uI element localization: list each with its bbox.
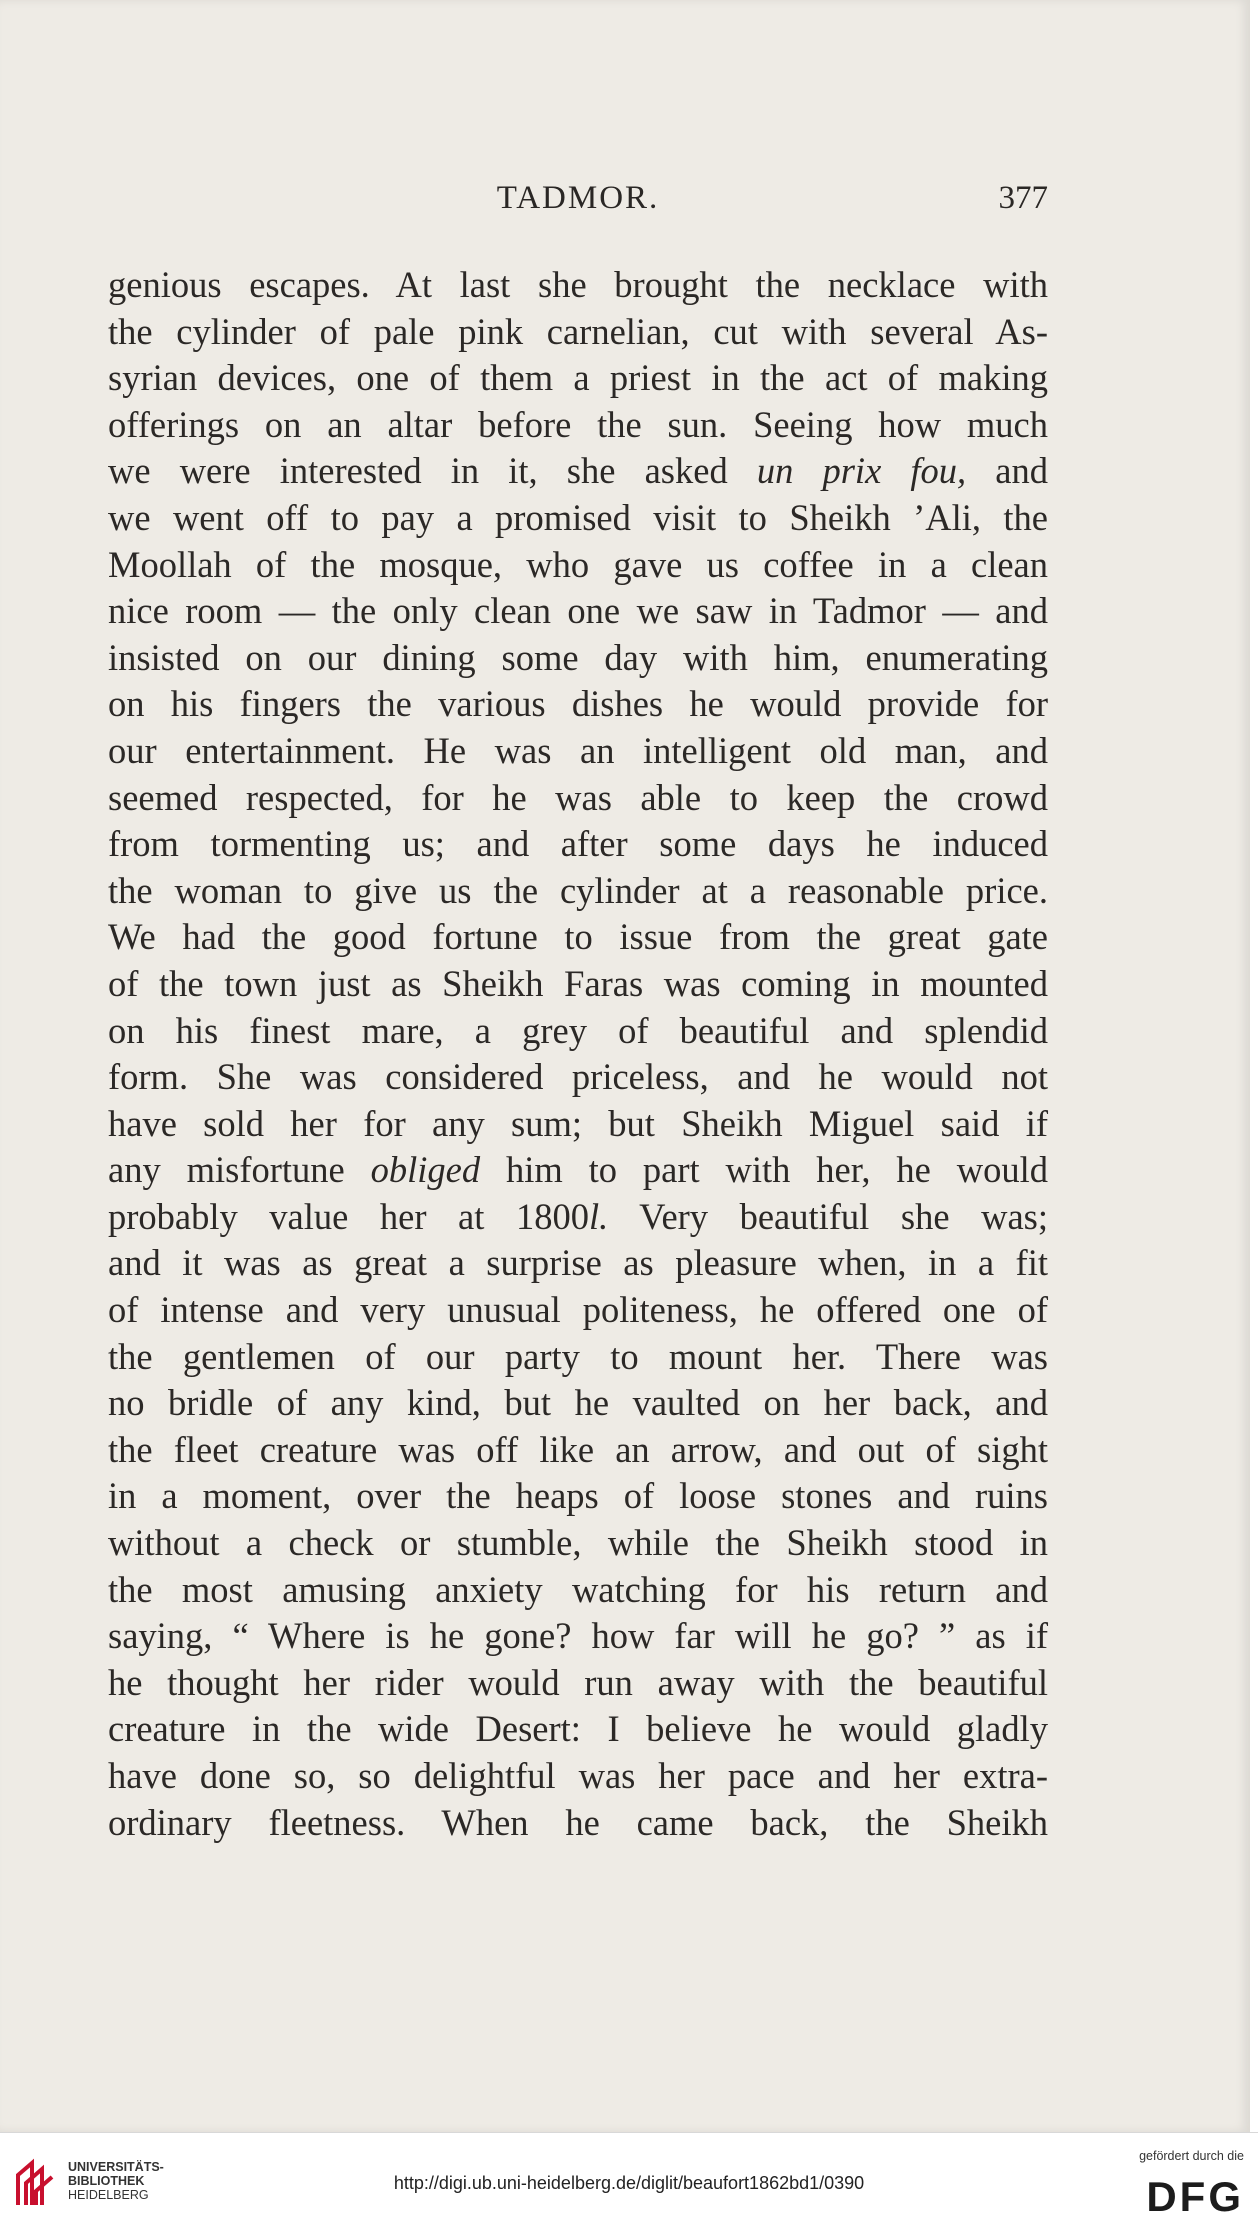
text-line: of intense and very unusual politeness, he offered one of — [108, 1289, 1048, 1331]
page-number: 377 — [998, 180, 1048, 216]
text-line: offerings on an altar before the sun. Seeing how much — [108, 403, 1048, 445]
text-line: syrian devices, one of them a priest in the act of making — [108, 357, 1048, 399]
permalink-url[interactable]: http://digi.ub.uni-heidelberg.de/diglit/beaufort1862bd1/0390 — [393, 2173, 865, 2193]
text-line: in a moment, over the heaps of loose stones and ruins — [108, 1475, 1048, 1517]
text-line: the fleet creature was off like an arrow, and out of sight — [108, 1428, 1048, 1470]
viewer-footer — [0, 2132, 1258, 2226]
italic-segment: l. — [588, 1195, 609, 1237]
text-line — [108, 1194, 1048, 1241]
text-segment: we were interested in it, she asked — [108, 450, 757, 492]
running-title: TADMOR. — [496, 180, 660, 216]
text-line: the gentlemen of our party to mount her. There was — [108, 1335, 1048, 1377]
text-line: and it was as great a surprise as pleasure when, in a fit — [108, 1242, 1048, 1284]
text-line — [108, 448, 1048, 495]
text-line: the cylinder of pale pink carnelian, cut with several As- — [108, 310, 1048, 352]
text-segment: him to part with her, he would — [480, 1149, 1048, 1191]
text-line: we went off to pay a promised visit to Sheikh ’Ali, the — [108, 496, 1048, 538]
text-line: on his fingers the various dishes he would provide for — [108, 683, 1048, 725]
text-line: of the town just as Sheikh Faras was coming in mounted — [108, 962, 1048, 1004]
body-text — [108, 262, 1048, 1846]
text-line: insisted on our dining some day with him, enumerating — [108, 636, 1048, 678]
text-line: the most amusing anxiety watching for his return and — [108, 1568, 1048, 1610]
text-line: from tormenting us; and after some days he induced — [108, 823, 1048, 865]
text-line: Moollah of the mosque, who gave us coffee in a clean — [108, 543, 1048, 585]
library-name-line: BIBLIOTHEK — [68, 2174, 145, 2188]
text-line: he thought her rider would run away with the beautiful — [108, 1661, 1048, 1703]
text-segment: probably value her at 1800 — [108, 1195, 589, 1237]
text-segment: any misfortune — [108, 1149, 371, 1191]
library-name-line: HEIDELBERG — [68, 2188, 149, 2202]
dfg-logo: DFG — [1146, 2173, 1244, 2220]
text-line: no bridle of any kind, but he vaulted on her back, and — [108, 1382, 1048, 1424]
text-line: the woman to give us the cylinder at a reasonable price. — [108, 869, 1048, 911]
text-line: We had the good fortune to issue from the great gate — [108, 916, 1048, 958]
text-line: form. She was considered priceless, and he would not — [108, 1056, 1048, 1098]
text-line: ordinary fleetness. When he came back, the Sheikh — [108, 1801, 1048, 1843]
funding-note: gefördert durch die — [1139, 2149, 1244, 2163]
text-line: our entertainment. He was an intelligent old man, and — [108, 729, 1048, 771]
text-line: seemed respected, for he was able to keep the crowd — [108, 776, 1048, 818]
text-segment: and — [966, 450, 1049, 492]
text-line — [108, 1147, 1048, 1194]
text-line: without a check or stumble, while the Sheikh stood in — [108, 1522, 1048, 1564]
text-line: genious escapes. At last she brought the necklace with — [108, 264, 1048, 305]
text-line: saying, “ Where is he gone? how far will he go? ” as if — [108, 1615, 1048, 1657]
text-segment: Very beautiful she was; — [608, 1195, 1048, 1237]
text-line: on his finest mare, a grey of beautiful and splendid — [108, 1009, 1048, 1051]
italic-segment: un prix fou, — [756, 450, 967, 492]
library-name-line: UNIVERSITÄTS- — [68, 2160, 164, 2174]
text-line: have sold her for any sum; but Sheikh Miguel said if — [108, 1102, 1048, 1144]
text-line: nice room — the only clean one we saw in Tadmor — and — [108, 590, 1048, 632]
text-line: creature in the wide Desert: I believe he would gladly — [108, 1708, 1048, 1750]
italic-segment: obliged — [370, 1149, 481, 1191]
text-line: have done so, so delightful was her pace and her extra- — [108, 1755, 1048, 1796]
running-head — [108, 180, 1048, 230]
